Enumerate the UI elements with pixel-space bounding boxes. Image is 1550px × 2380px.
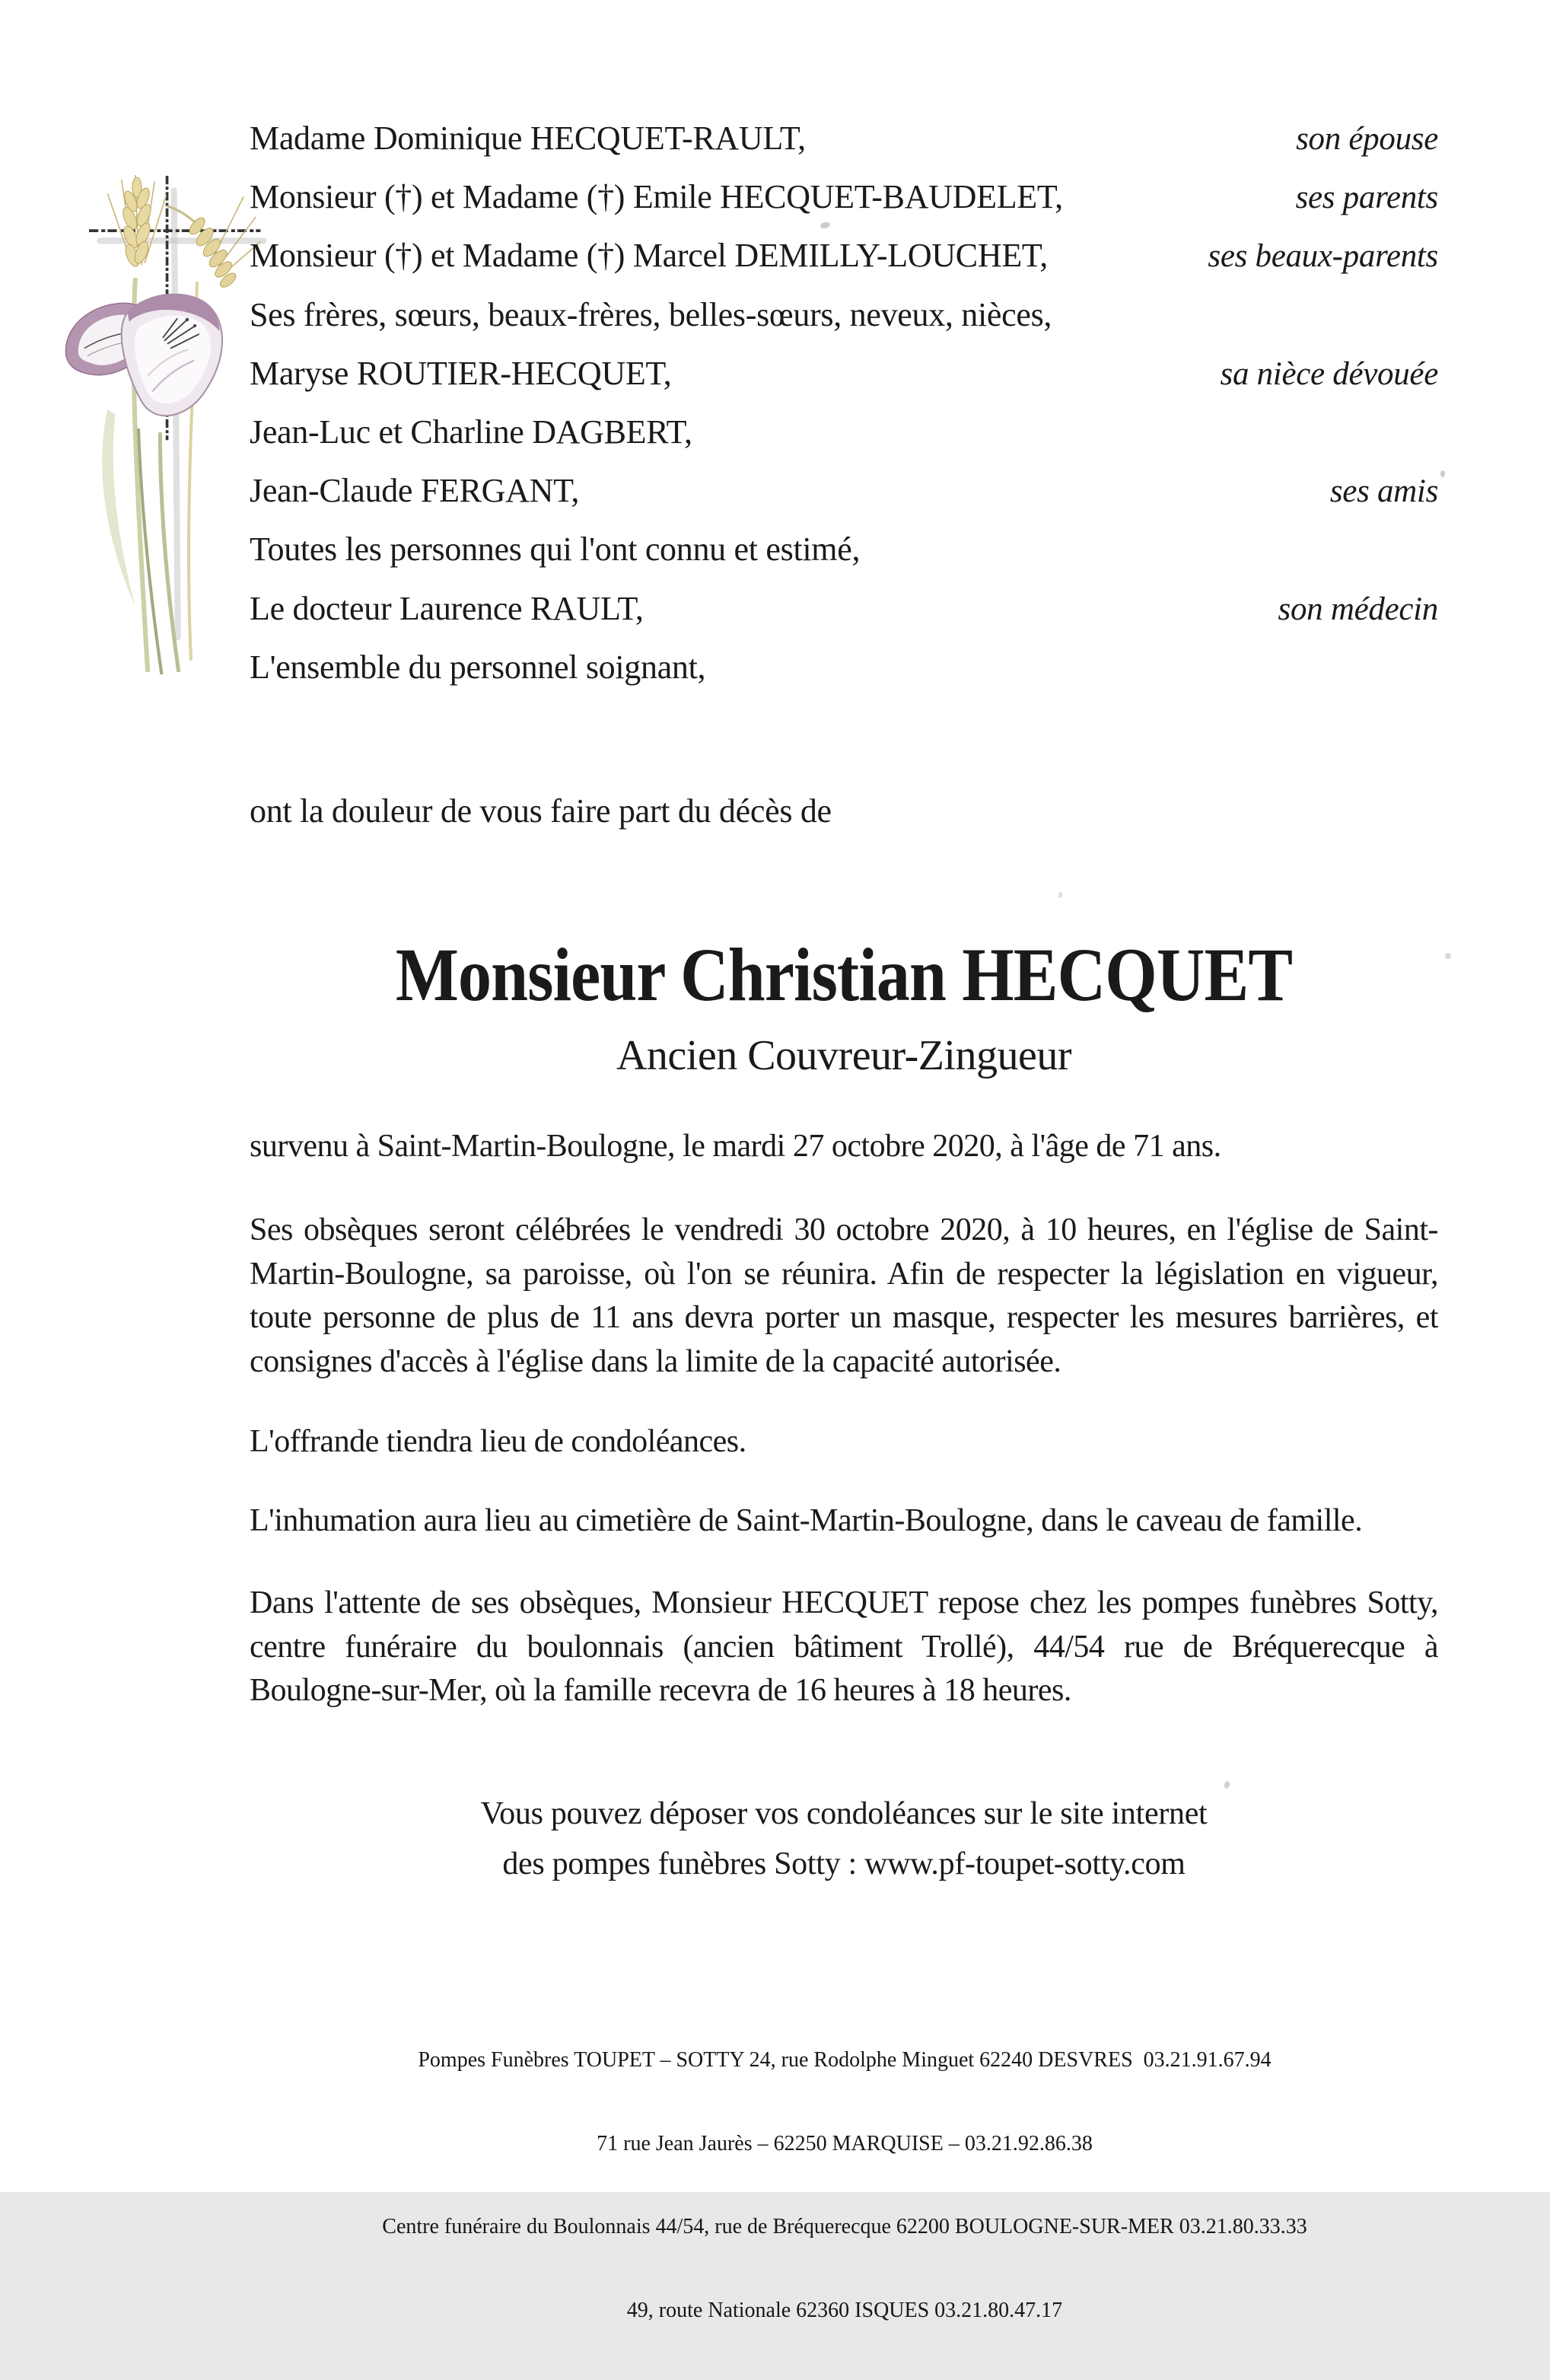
mourner-name: Monsieur (†) et Madame (†) Emile HECQUET-BAUDELET, xyxy=(250,178,1063,216)
deceased-name: Monsieur Christian HECQUET xyxy=(395,932,1293,1017)
footer-line-marquise: 71 rue Jean Jaurès – 62250 MARQUISE – 03.21.92.86.38 xyxy=(597,2131,1093,2155)
funeral-home-footer xyxy=(139,1991,1550,2380)
cross-icon xyxy=(61,174,270,676)
mourner-relation: sa nièce dévouée xyxy=(1220,355,1438,392)
mourner-row xyxy=(250,354,1438,413)
condolences-note xyxy=(250,1789,1438,1889)
deceased-block xyxy=(250,932,1438,1080)
mourner-row xyxy=(250,589,1438,648)
paragraph-funeral-details: Ses obsèques seront célébrées le vendredi 30 octobre 2020, à 10 heures, en l'église de Saint-Martin-Boulogne, sa paroisse, où l'on se réunira. Afin de respecter la législation en vigueur, toute personne de plus de 11 ans devra porter un masque, respecter les mesures barrières, et consignes d'accès à l'église dans la limite de la capacité autorisée. xyxy=(250,1212,1438,1379)
mourner-row xyxy=(250,530,1438,588)
mourner-name: Le docteur Laurence RAULT, xyxy=(250,589,644,627)
footer-line-isques: 49, route Nationale 62360 ISQUES 03.21.80.47.17 xyxy=(626,2298,1063,2322)
mourner-row xyxy=(250,177,1438,236)
mourner-name: Jean-Claude FERGANT, xyxy=(250,472,580,510)
footer-line-boulogne: Centre funéraire du Boulonnais 44/54, rue de Bréquerecque 62200 BOULOGNE-SUR-MER 03.21.80.33.33 xyxy=(382,2215,1307,2238)
mourner-relation: ses beaux-parents xyxy=(1208,238,1438,275)
mourner-name: Toutes les personnes qui l'ont connu et estimé, xyxy=(250,530,861,569)
mourner-row xyxy=(250,471,1438,530)
scan-artifact xyxy=(1440,470,1445,477)
mourner-name: Jean-Luc et Charline DAGBERT, xyxy=(250,413,692,451)
mourner-row xyxy=(250,413,1438,471)
mourner-name: Ses frères, sœurs, beaux-frères, belles-sœurs, neveux, nièces, xyxy=(250,295,1052,333)
announcement-line: ont la douleur de vous faire part du décès de xyxy=(250,792,832,830)
mourner-name: Maryse ROUTIER-HECQUET, xyxy=(250,354,672,392)
mourner-row xyxy=(250,648,1438,706)
mourner-relation: ses parents xyxy=(1295,180,1438,216)
deceased-occupation: Ancien Couvreur-Zingueur xyxy=(616,1032,1071,1079)
mourner-list xyxy=(250,119,1438,706)
paragraph-repose-location: Dans l'attente de ses obsèques, Monsieur HECQUET repose chez les pompes funèbres Sotty, centre funéraire du boulonnais (ancien bâtiment Trollé), 44/54 rue de Bréquerecque à Boulogne-sur-Mer, où la famille recevra de 16 heures à 18 heures. xyxy=(250,1585,1438,1708)
footer-line-desvres: Pompes Funèbres TOUPET – SOTTY 24, rue Rodolphe Minguet 62240 DESVRES 03.21.91.67.94 xyxy=(418,2048,1272,2072)
paragraph-burial: L'inhumation aura lieu au cimetière de Saint-Martin-Boulogne, dans le caveau de famille. xyxy=(250,1503,1363,1538)
scan-artifact xyxy=(1445,953,1451,959)
condolences-line-1: Vous pouvez déposer vos condoléances sur le site internet xyxy=(480,1796,1208,1831)
mourner-relation: son médecin xyxy=(1278,591,1438,627)
mourner-row xyxy=(250,295,1438,354)
mourner-name: Monsieur (†) et Madame (†) Marcel DEMILLY-LOUCHET, xyxy=(250,237,1048,275)
paragraph-offering: L'offrande tiendra lieu de condoléances. xyxy=(250,1424,746,1459)
paragraph-death-details: survenu à Saint-Martin-Boulogne, le mardi 27 octobre 2020, à l'âge de 71 ans. xyxy=(250,1129,1221,1164)
condolences-line-2: des pompes funèbres Sotty : www.pf-toupet-sotty.com xyxy=(502,1846,1186,1881)
mourner-row xyxy=(250,236,1438,295)
mourner-relation: son épouse xyxy=(1296,121,1438,157)
mourner-relation: ses amis xyxy=(1329,473,1438,510)
cross-wheat-lilies-illustration xyxy=(61,174,270,676)
mourner-row xyxy=(250,119,1438,177)
scan-artifact xyxy=(1058,892,1062,898)
mourner-name: L'ensemble du personnel soignant, xyxy=(250,648,706,686)
mourner-name: Madame Dominique HECQUET-RAULT, xyxy=(250,119,806,157)
